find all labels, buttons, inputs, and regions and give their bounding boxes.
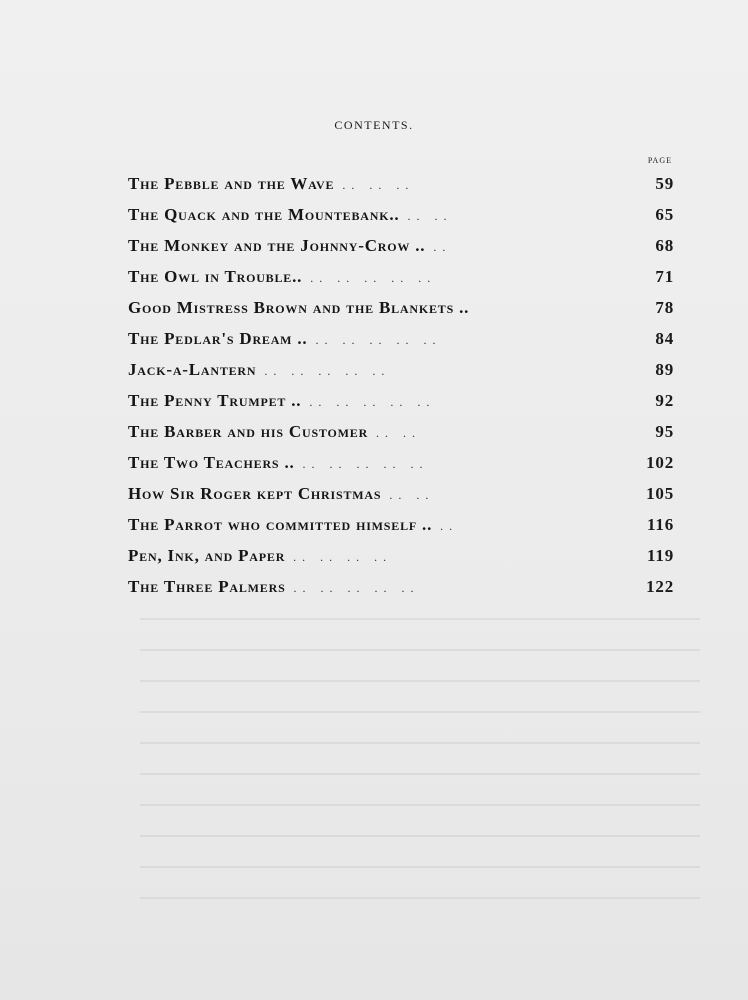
toc-entry-page-number: 95 <box>655 422 674 441</box>
toc-entry <box>128 360 674 391</box>
toc-dot-leader: .. .. <box>376 426 422 440</box>
toc-entry-title: The Pebble and the Wave <box>128 174 335 193</box>
toc-entry <box>128 577 674 608</box>
toc-entry-title: Good Mistress Brown and the Blankets .. <box>128 298 470 317</box>
toc-entry-page-number: 105 <box>646 484 674 503</box>
toc-entry-title: The Pedlar's Dream .. <box>128 329 308 348</box>
toc-entry-page-number: 116 <box>647 515 674 534</box>
toc-entry-title: How Sir Roger kept Christmas <box>128 484 382 503</box>
toc-entry <box>128 236 674 267</box>
toc-entry-title: The Owl in Trouble.. <box>128 267 303 286</box>
toc-entry <box>128 267 674 298</box>
toc-entry <box>128 546 674 577</box>
toc-dot-leader: .. .. .. .. .. <box>293 581 420 595</box>
toc-entry-page-number: 119 <box>647 546 674 565</box>
toc-entry-title: The Three Palmers <box>128 577 286 596</box>
toc-entry-title: The Barber and his Customer <box>128 422 369 441</box>
toc-dot-leader: .. .. .. .. .. <box>315 333 442 347</box>
toc-entry <box>128 484 674 515</box>
toc-entry-page-number: 89 <box>655 360 674 379</box>
toc-entry-page-number: 71 <box>655 267 674 286</box>
toc-dot-leader: .. .. <box>389 488 435 502</box>
toc-dot-leader: .. .. .. .. .. <box>264 364 391 378</box>
toc-entry-title: The Parrot who committed himself .. <box>128 515 433 534</box>
toc-entry <box>128 329 674 360</box>
toc-entry-page-number: 78 <box>655 298 674 317</box>
toc-dot-leader: .. .. .. .. <box>293 550 393 564</box>
toc-entry-page-number: 59 <box>655 174 674 193</box>
toc-dot-leader: .. .. .. .. .. <box>302 457 429 471</box>
toc-dot-leader: .. .. .. <box>342 178 415 192</box>
toc-entry-page-number: 68 <box>655 236 674 255</box>
toc-dot-leader: .. <box>440 519 459 533</box>
toc-entry-page-number: 84 <box>655 329 674 348</box>
toc-entry-title: The Two Teachers .. <box>128 453 295 472</box>
toc-entry-title: The Quack and the Mountebank.. <box>128 205 400 224</box>
toc-entry-title: The Penny Trumpet .. <box>128 391 302 410</box>
toc-entry-title: The Monkey and the Johnny-Crow .. <box>128 236 426 255</box>
contents-heading: CONTENTS. <box>334 118 414 132</box>
toc-entry <box>128 391 674 422</box>
toc-dot-leader: .. .. .. .. .. <box>309 395 436 409</box>
toc-entry <box>128 422 674 453</box>
toc-entry <box>128 174 674 205</box>
toc-entry <box>128 515 674 546</box>
toc-entry <box>128 205 674 236</box>
table-of-contents <box>128 174 674 608</box>
toc-entry-page-number: 92 <box>655 391 674 410</box>
toc-dot-leader: .. .. .. .. .. <box>310 271 437 285</box>
toc-entry <box>128 453 674 484</box>
show-through-text <box>140 600 700 920</box>
toc-entry-page-number: 122 <box>646 577 674 596</box>
toc-entry-title: Pen, Ink, and Paper <box>128 546 286 565</box>
toc-entry-page-number: 65 <box>655 205 674 224</box>
page-column-label: PAGE <box>647 156 672 165</box>
toc-dot-leader: .. <box>433 240 452 254</box>
toc-entry-page-number: 102 <box>646 453 674 472</box>
toc-dot-leader: .. .. <box>407 209 453 223</box>
toc-entry-title: Jack-a-Lantern <box>128 360 257 379</box>
toc-entry <box>128 298 674 329</box>
